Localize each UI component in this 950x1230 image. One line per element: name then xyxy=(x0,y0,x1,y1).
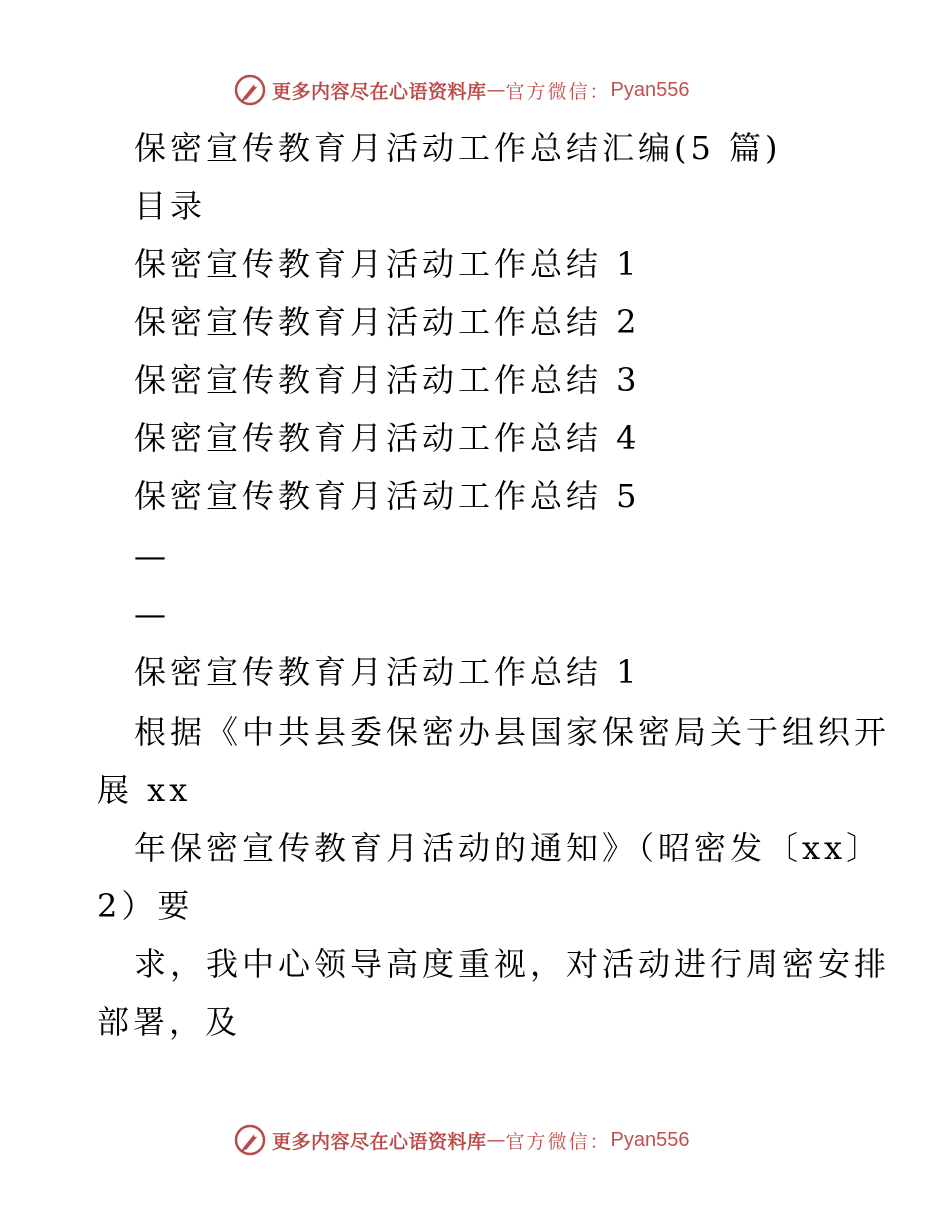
watermark-dash: — xyxy=(486,1129,506,1151)
body-line: 根据《中共县委保密办县国家保密局关于组织开 xyxy=(134,713,891,751)
toc-item: 保密宣传教育月活动工作总结 3 xyxy=(134,361,641,399)
toc-item: 保密宣传教育月活动工作总结 5 xyxy=(134,477,641,515)
watermark-text: 更多内容尽在心语资料库 xyxy=(272,80,487,103)
document-title: 保密宣传教育月活动工作总结汇编(5 篇) xyxy=(134,129,782,167)
watermark-dash: — xyxy=(486,79,506,101)
body-line: 2）要 xyxy=(97,887,194,925)
body-line: 部署，及 xyxy=(97,1003,242,1041)
watermark-text: 更多内容尽在心语资料库 xyxy=(272,1130,487,1153)
toc-item: 保密宣传教育月活动工作总结 2 xyxy=(134,303,641,341)
separator-dash: — xyxy=(134,595,170,633)
body-line: 年保密宣传教育月活动的通知》（昭密发〔xx〕 xyxy=(134,829,883,867)
body-line: 求，我中心领导高度重视，对活动进行周密安排 xyxy=(134,945,891,983)
watermark-wechat-label: 官方微信： xyxy=(505,1130,611,1153)
toc-item: 保密宣传教育月活动工作总结 1 xyxy=(134,245,641,283)
section-heading: 保密宣传教育月活动工作总结 1 xyxy=(134,653,641,691)
header-watermark xyxy=(234,72,690,108)
watermark-wechat-label: 官方微信： xyxy=(505,80,611,103)
footer-watermark xyxy=(234,1122,690,1158)
toc-heading: 目录 xyxy=(134,187,207,225)
pen-logo-icon xyxy=(234,74,266,106)
pen-logo-icon xyxy=(234,1124,266,1156)
separator-dash: — xyxy=(134,537,170,575)
body-line: 展 xx xyxy=(97,771,192,809)
toc-item: 保密宣传教育月活动工作总结 4 xyxy=(134,419,641,457)
watermark-wechat-id: Pyan556 xyxy=(610,78,690,101)
watermark-wechat-id: Pyan556 xyxy=(610,1128,690,1151)
